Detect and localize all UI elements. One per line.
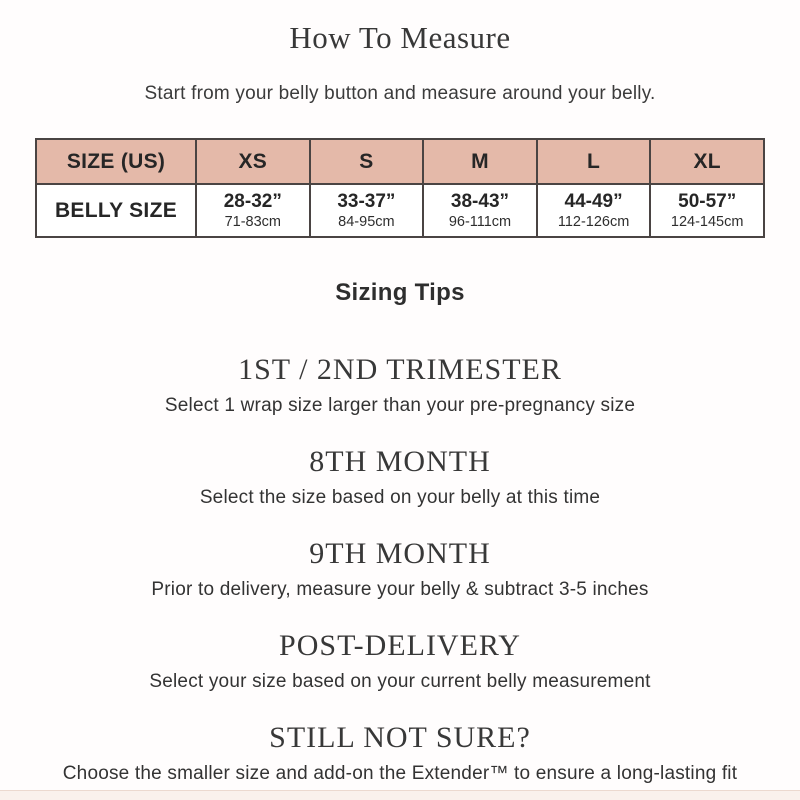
- measure-instruction: Start from your belly button and measure around your belly.: [144, 83, 656, 104]
- inches-value: 33-37”: [337, 190, 396, 212]
- tip-description: Select 1 wrap size larger than your pre-pregnancy size: [164, 395, 636, 416]
- tip-section-trimester: [0, 353, 800, 418]
- belly-size-label-cell: BELLY SIZE: [36, 184, 196, 237]
- inches-value: 28-32”: [223, 190, 282, 212]
- sizing-tips-heading: Sizing Tips: [335, 279, 465, 306]
- tip-description: Choose the smaller size and add-on the Extender™ to ensure a long-lasting fit: [62, 763, 738, 784]
- size-cell-xl: XL: [650, 139, 764, 184]
- tip-description: Select your size based on your current belly measurement: [149, 671, 651, 692]
- belly-size-cell-s: [310, 184, 424, 237]
- tip-section-8th-month: [0, 445, 800, 510]
- belly-size-row: [36, 184, 764, 237]
- cm-value: 112-126cm: [557, 213, 630, 230]
- tip-title: STILL NOT SURE?: [269, 721, 531, 754]
- size-cell-m: M: [423, 139, 537, 184]
- size-cell-l: L: [537, 139, 651, 184]
- tip-title: 9TH MONTH: [309, 537, 491, 570]
- size-cell-xs: XS: [196, 139, 310, 184]
- belly-size-cell-xl: [650, 184, 764, 237]
- tip-title: 1ST / 2ND TRIMESTER: [238, 353, 562, 386]
- next-section-band: [0, 790, 800, 800]
- belly-size-cell-l: [537, 184, 651, 237]
- cm-value: 124-145cm: [670, 213, 744, 230]
- size-cell-s: S: [310, 139, 424, 184]
- tip-title: POST-DELIVERY: [279, 629, 521, 662]
- page-title: How To Measure: [289, 20, 511, 55]
- size-us-header-cell: SIZE (US): [36, 139, 196, 184]
- belly-size-cell-xs: [196, 184, 310, 237]
- tip-section-still-not-sure: [0, 721, 800, 786]
- size-chart-table: [35, 138, 765, 238]
- size-header-row: [36, 139, 764, 184]
- sizing-tips-list: [0, 353, 800, 786]
- tip-section-9th-month: [0, 537, 800, 602]
- inches-value: 50-57”: [678, 190, 737, 212]
- cm-value: 96-111cm: [448, 213, 512, 230]
- tip-section-post-delivery: [0, 629, 800, 694]
- inches-value: 44-49”: [564, 190, 623, 212]
- tip-description: Prior to delivery, measure your belly & subtract 3-5 inches: [151, 579, 649, 600]
- tip-title: 8TH MONTH: [309, 445, 491, 478]
- belly-size-cell-m: [423, 184, 537, 237]
- inches-value: 38-43”: [450, 190, 510, 212]
- cm-value: 71-83cm: [224, 213, 281, 230]
- tip-description: Select the size based on your belly at this time: [199, 487, 601, 508]
- cm-value: 84-95cm: [338, 213, 395, 230]
